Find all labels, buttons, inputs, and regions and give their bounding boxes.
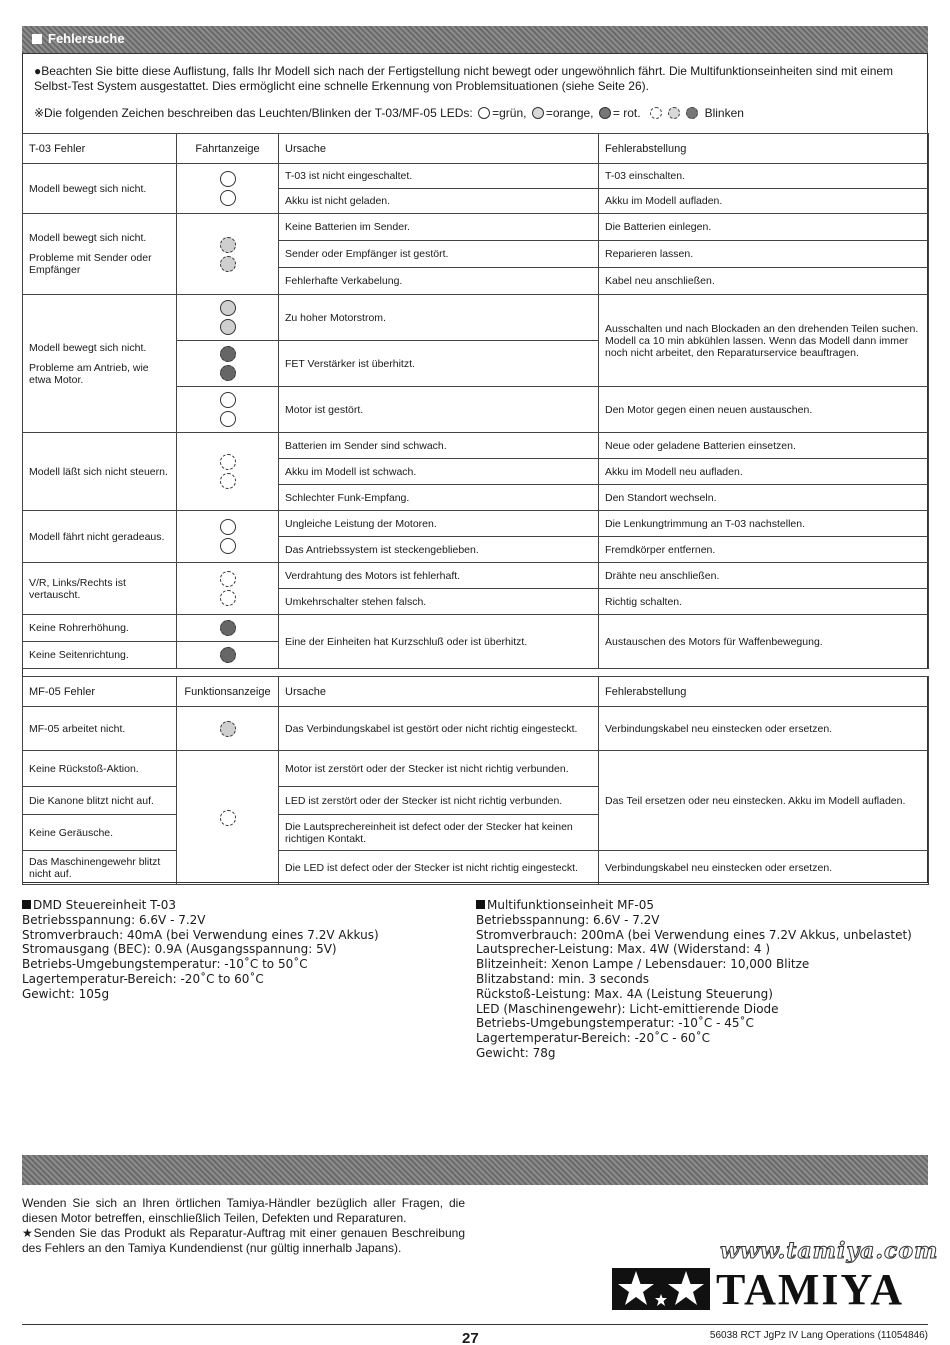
brand-name: TAMIYA <box>716 1264 905 1314</box>
mf05-col-cause: Ursache <box>279 677 599 707</box>
mf05-col-problem: MF-05 Fehler <box>23 677 177 707</box>
fix-cell: Ausschalten und nach Blockaden an den drehenden Teilen suchen. Modell ca 10 min abkühlen lassen. Wenn das Modell dann immer noch nicht arbeitet, den Reparaturservice beauftragen. <box>599 295 929 387</box>
table-row <box>23 751 929 787</box>
cause-cell: Das Antriebssystem ist steckengeblieben. <box>279 537 599 563</box>
cause-cell: Motor ist gestört. <box>279 387 599 433</box>
blink-green-icon <box>650 107 662 119</box>
specs-title-text: Multifunktionseinheit MF-05 <box>487 898 654 912</box>
mf05-col-fix: Fehlerabstellung <box>599 677 929 707</box>
fix-cell: Akku im Modell neu aufladen. <box>599 459 929 485</box>
table-row <box>23 214 929 241</box>
indicator-cell <box>177 214 279 295</box>
t03-header-row <box>23 134 929 164</box>
fix-cell: Das Teil ersetzen oder neu einstecken. Akku im Modell aufladen. <box>599 751 929 851</box>
led-red-blink-icon <box>220 620 236 636</box>
indicator-cell <box>177 615 279 642</box>
problem-cell: Keine Geräusche. <box>23 815 177 851</box>
indicator-cell <box>177 511 279 563</box>
fix-cell: Verbindungskabel neu einstecken oder ersetzen. <box>599 707 929 751</box>
problem-cell <box>23 295 177 433</box>
document-id: 56038 RCT JgPz IV Lang Operations (11054846) <box>709 1330 928 1341</box>
led-off-icon <box>220 190 236 206</box>
t03-col-indicator: Fahrtanzeige <box>177 134 279 164</box>
problem-cell: MF-05 arbeitet nicht. <box>23 707 177 751</box>
led-red-icon <box>599 107 611 119</box>
contact-header-bar <box>22 1155 928 1185</box>
spec-line: Gewicht: 105g <box>22 986 110 1001</box>
cause-cell: Fehlerhafte Verkabelung. <box>279 268 599 295</box>
table-row <box>23 563 929 589</box>
spec-line: Betriebs-Umgebungstemperatur: -10˚C - 45˚C <box>476 1016 754 1031</box>
spec-line: Betriebsspannung: 6.6V - 7.2V <box>476 912 660 927</box>
cause-cell: Schlechter Funk-Empfang. <box>279 485 599 511</box>
indicator-cell <box>177 295 279 341</box>
fix-cell: Drähte neu anschließen. <box>599 563 929 589</box>
table-row <box>23 511 929 537</box>
led-red-blink-icon <box>220 346 236 362</box>
problem-text: Modell bewegt sich nicht. <box>29 232 147 244</box>
cause-cell: Akku ist nicht geladen. <box>279 189 599 214</box>
led-orange-icon <box>220 300 236 316</box>
spec-line: Blitzabstand: min. 3 seconds <box>476 971 650 986</box>
fix-cell: Reparieren lassen. <box>599 241 929 268</box>
problem-subtext: Probleme mit Sender oder Empfänger <box>29 252 152 276</box>
spec-line: Betriebsspannung: 6.6V - 7.2V <box>22 912 206 927</box>
specs-t03 <box>22 898 462 1002</box>
t03-col-fix: Fehlerabstellung <box>599 134 929 164</box>
fix-cell: Austauschen des Motors für Waffenbewegung. <box>599 615 929 669</box>
mf05-header-row <box>23 677 929 707</box>
cause-cell: Motor ist zerstört oder der Stecker ist nicht richtig verbunden. <box>279 751 599 787</box>
indicator-cell <box>177 341 279 387</box>
led-green-blink-icon <box>220 571 236 587</box>
t03-col-problem: T-03 Fehler <box>23 134 177 164</box>
problem-cell: Keine Rohrerhöhung. <box>23 615 177 642</box>
led-off-icon <box>220 519 236 535</box>
led-orange-icon <box>220 319 236 335</box>
mf05-col-indicator: Funktionsanzeige <box>177 677 279 707</box>
square-bullet-icon <box>22 900 31 909</box>
legend-red: = rot. <box>612 106 641 120</box>
page-number: 27 <box>462 1330 479 1345</box>
table-row <box>23 433 929 459</box>
cause-cell: FET Verstärker ist überhitzt. <box>279 341 599 387</box>
fix-cell: Neue oder geladene Batterien einsetzen. <box>599 433 929 459</box>
led-off-icon <box>220 538 236 554</box>
cause-cell: Das Verbindungskabel ist gestört oder nicht richtig eingesteckt. <box>279 707 599 751</box>
table-separator <box>23 669 929 677</box>
led-off-icon <box>220 411 236 427</box>
problem-cell <box>23 214 177 295</box>
indicator-cell <box>177 751 279 885</box>
cause-cell: Akku im Modell ist schwach. <box>279 459 599 485</box>
blink-red-icon <box>686 107 698 119</box>
led-red-blink-icon <box>220 647 236 663</box>
problem-cell: Keine Rückstoß-Aktion. <box>23 751 177 787</box>
led-green-blink-icon <box>220 590 236 606</box>
problem-cell: Das Maschinengewehr blitzt nicht auf. <box>23 851 177 885</box>
indicator-cell <box>177 642 279 669</box>
contact-paragraph: ★Senden Sie das Produkt als Reparatur-Auftrag mit einer genauen Beschreibung des Fehlers an den Tamiya Kundendienst (nur gültig innerhalb Japans). <box>22 1226 465 1255</box>
table-row <box>23 295 929 341</box>
cause-cell: Die Lautsprechereinheit ist defect oder der Stecker hat keinen richtigen Kontakt. <box>279 815 599 851</box>
specs-mf05 <box>476 898 936 1061</box>
fix-cell: Kabel neu anschließen. <box>599 268 929 295</box>
fix-cell: Die Batterien einlegen. <box>599 214 929 241</box>
indicator-cell <box>177 563 279 615</box>
problem-subtext: Probleme am Antrieb, wie etwa Motor. <box>29 361 149 386</box>
led-green-blink-icon <box>220 810 236 826</box>
problem-cell: V/R, Links/Rechts ist vertauscht. <box>23 563 177 615</box>
legend-green: =grün, <box>492 106 527 120</box>
cause-cell: Umkehrschalter stehen falsch. <box>279 589 599 615</box>
spec-line: Stromverbrauch: 200mA (bei Verwendung eines 7.2V Akkus, unbelastet) <box>476 927 912 942</box>
spec-line: Lagertemperatur-Bereich: -20˚C to 60˚C <box>22 971 264 986</box>
problem-cell: Keine Seitenrichtung. <box>23 642 177 669</box>
cause-cell: Eine der Einheiten hat Kurzschluß oder ist überhitzt. <box>279 615 599 669</box>
led-orange-icon <box>532 107 544 119</box>
fix-cell: Akku im Modell aufladen. <box>599 189 929 214</box>
section-header <box>22 26 928 53</box>
cause-cell: Ungleiche Leistung der Motoren. <box>279 511 599 537</box>
fix-cell: Fremdkörper entfernen. <box>599 537 929 563</box>
fix-cell: Den Motor gegen einen neuen austauschen. <box>599 387 929 433</box>
blink-orange-icon <box>668 107 680 119</box>
specs-title-text: DMD Steuereinheit T-03 <box>33 898 177 912</box>
spec-line: Lagertemperatur-Bereich: -20˚C - 60˚C <box>476 1031 711 1046</box>
cause-cell: Zu hoher Motorstrom. <box>279 295 599 341</box>
spec-line: Blitzeinheit: Xenon Lampe / Lebensdauer: 10,000 Blitze <box>476 957 810 972</box>
spec-line: Stromverbrauch: 40mA (bei Verwendung eines 7.2V Akkus) <box>22 927 379 942</box>
cause-cell: LED ist zerstört oder der Stecker ist nicht richtig verbunden. <box>279 787 599 815</box>
spec-line: Lautsprecher-Leistung: Max. 4W (Widerstand: 4 ) <box>476 942 771 957</box>
section-title: Fehlersuche <box>48 31 125 46</box>
problem-text: Modell bewegt sich nicht. <box>29 341 147 354</box>
problem-cell: Modell bewegt sich nicht. <box>23 164 177 214</box>
led-off-icon <box>220 171 236 187</box>
spec-line: LED (Maschinengewehr): Licht-emittierende Diode <box>476 1001 779 1016</box>
specs-t03-title <box>22 898 462 913</box>
fix-cell: Die Lenkungtrimmung an T-03 nachstellen. <box>599 511 929 537</box>
indicator-cell <box>177 433 279 511</box>
cause-cell: Sender oder Empfänger ist gestört. <box>279 241 599 268</box>
indicator-cell <box>177 707 279 751</box>
spec-line: Gewicht: 78g <box>476 1045 556 1060</box>
cause-cell: T-03 ist nicht eingeschaltet. <box>279 164 599 189</box>
cause-cell: Die LED ist defect oder der Stecker ist nicht richtig eingesteckt. <box>279 851 599 885</box>
problem-cell: Die Kanone blitzt nicht auf. <box>23 787 177 815</box>
led-legend <box>34 106 924 120</box>
led-orange-blink-icon <box>220 721 236 737</box>
spec-line: Betriebs-Umgebungstemperatur: -10˚C to 50˚C <box>22 957 308 972</box>
stars-logo-icon <box>612 1268 710 1310</box>
contact-info <box>22 1196 465 1256</box>
fix-cell: Richtig schalten. <box>599 589 929 615</box>
contact-paragraph: Wenden Sie sich an Ihren örtlichen Tamiya-Händler bezüglich aller Fragen, die diesen Motor betreffen, einschließlich Teilen, Defekten und Reparaturen. <box>22 1196 465 1225</box>
fix-cell: T-03 einschalten. <box>599 164 929 189</box>
fix-cell: Verbindungskabel neu einstecken oder ersetzen. <box>599 851 929 885</box>
spec-line: Stromausgang (BEC): 0.9A (Ausgangsspannung: 5V) <box>22 942 337 957</box>
led-orange-blink-icon <box>220 256 236 272</box>
legend-blink: Blinken <box>704 106 744 120</box>
spec-line: Rückstoß-Leistung: Max. 4A (Leistung Steuerung) <box>476 986 773 1001</box>
led-off-icon <box>220 392 236 408</box>
square-bullet-icon <box>476 900 485 909</box>
troubleshooting-table <box>22 133 929 885</box>
cause-cell: Verdrahtung des Motors ist fehlerhaft. <box>279 563 599 589</box>
led-red-blink-icon <box>220 365 236 381</box>
table-row <box>23 615 929 642</box>
website-url: www.tamiya.com <box>720 1238 939 1264</box>
led-green-blink-icon <box>220 454 236 470</box>
cause-cell: Batterien im Sender sind schwach. <box>279 433 599 459</box>
square-bullet-icon <box>32 34 42 44</box>
fix-cell: Den Standort wechseln. <box>599 485 929 511</box>
problem-cell: Modell läßt sich nicht steuern. <box>23 433 177 511</box>
page-bottom-rule <box>22 1324 928 1325</box>
led-green-blink-icon <box>220 473 236 489</box>
led-orange-blink-icon <box>220 237 236 253</box>
legend-orange: =orange, <box>545 106 594 120</box>
table-row <box>23 707 929 751</box>
specs-mf05-title <box>476 898 936 913</box>
cause-cell: Keine Batterien im Sender. <box>279 214 599 241</box>
legend-prefix: ※Die folgenden Zeichen beschreiben das Leuchten/Blinken der T-03/MF-05 LEDs: <box>34 106 473 120</box>
table-row <box>23 164 929 189</box>
problem-cell: Modell fährt nicht geradeaus. <box>23 511 177 563</box>
tamiya-logo <box>612 1264 926 1314</box>
table-row <box>23 851 929 885</box>
indicator-cell <box>177 387 279 433</box>
indicator-cell <box>177 164 279 214</box>
t03-col-cause: Ursache <box>279 134 599 164</box>
intro-text: ●Beachten Sie bitte diese Auflistung, falls Ihr Modell sich nach der Fertigstellung nicht bewegt oder ungewöhnlich fährt. Die Multifunktionseinheiten sind mit einem Selbst-Test System ausgestattet. Dies ermöglicht eine schnelle Erkennung von Problemsituationen (siehe Seite 26). <box>34 64 894 93</box>
led-green-icon <box>478 107 490 119</box>
